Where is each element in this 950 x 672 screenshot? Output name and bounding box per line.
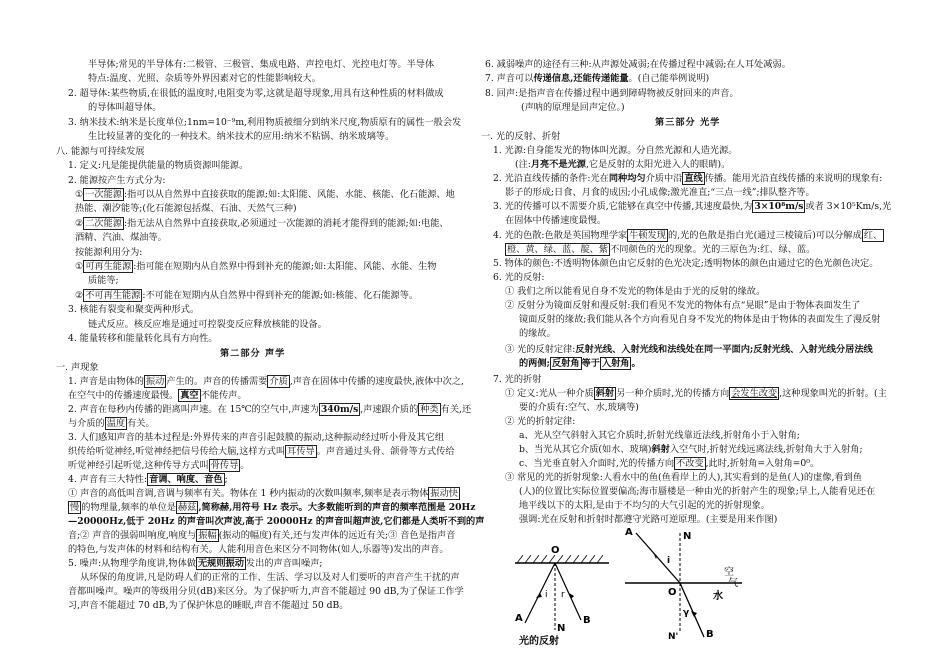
part-heading: 第二部分 声学 <box>220 348 286 359</box>
text-line: 5. 物体的颜色:不透明物体颜色由它反射的色光决定;透明物体的颜色由通过它的色光颜色决定。 <box>493 258 879 269</box>
text-line: 在固体中传播速度最慢。 <box>505 215 607 226</box>
text-line: 4. 能量转移和能量转化具有方向性。 <box>68 333 218 344</box>
section-heading: 八. 能源与可持续发展 <box>56 146 145 157</box>
refracted-arrow <box>691 611 697 617</box>
figure-caption: 光的反射 <box>519 636 559 645</box>
text-line: 的特色,与发声体的材料和结构有关。人能利用音色来区分不同物体(如人,乐器等)发出的声音。 <box>68 544 449 555</box>
text-line: 质能等; <box>88 275 119 286</box>
text-line: 2. 超导体:某些物质,在很低的温度时,电阻变为零,这就是超导现象,用具有这种性质的材料做成 <box>68 88 444 99</box>
text-line: 的缘故。 <box>519 328 556 339</box>
text-line: a、光从空气斜射入其它介质时,折射光线靠近法线,折射角小于入射角; <box>519 430 800 441</box>
label-air: 空 <box>724 567 734 578</box>
text-line: 在空气中的传播速度最慢。 真空 不能传声。 <box>68 390 247 401</box>
text-line: 热能、潮汐能等;(化石能源包括煤、石油、天然气三种) <box>75 203 297 214</box>
label-i: i <box>667 556 671 566</box>
text-line: 6. 光的反射: <box>493 272 545 283</box>
text-line: (声呐的原理是回声定位。) <box>521 102 625 113</box>
text-line: (人)的位置比实际位置要偏高;海市蜃楼是一种由光的折射产生的现象;早上,人能看见还在 <box>519 486 876 497</box>
text-line: 3. 光的传播可以不需要介质,它能够在真空中传播,其速度最快,为 3×10⁸m/s 或者 3×10⁵Km/s,光 <box>493 201 892 212</box>
text-line: 5. 噪声:从物理学角度讲,物体做 无规则振动 发出的声音叫噪声; <box>68 558 323 569</box>
label-water: 水 <box>713 591 723 602</box>
text-line: ① 定义:光从一种介质 斜射 另一种介质时,光的传播方向 会发生改变 ,这种现象叫光的折射。(主 <box>505 388 887 399</box>
text-line: 4. 光的色散:色散是英国物理学家 牛顿发现 的,光的色散是指白光(通过三棱镜后)可以分解成 红、 <box>493 230 883 241</box>
label-B: B <box>583 615 591 626</box>
section-heading: 一. 光的反射、折射 <box>481 131 561 142</box>
text-line: 地平线以下的太阳,是由于不均匀的大气引起的光的折射现象。 <box>519 500 770 511</box>
label-N: N <box>683 531 692 542</box>
text-line: 强调:光在反射和折射时都遵守光路可逆原理。(主要是用来作图) <box>519 514 778 525</box>
text-line: c、当光垂直射入介面时,光的传播方向 不改变 ,此时,折射角=入射角=0⁰。 <box>519 458 820 469</box>
label-A: A <box>625 527 633 538</box>
text-line: ② 二次能源 :指无法从自然界中直接获取,必须通过一次能源的消耗才能得到的能源;如:电能、 <box>75 218 449 229</box>
text-line: 2. 光沿直线传播的条件:光在同种均匀介质中沿 直线 传播。能用光沿直线传播的来说明的现象有: <box>493 173 883 184</box>
text-line: ① 一次能源 :指可以从自然界中直接获取的能源;如:太阳能、风能、水能、核能、化石能源、地 <box>75 189 455 200</box>
label-N-prime: N' <box>668 632 679 642</box>
text-line: 3. 纳米技术:纳米是长度单位;1nm=10⁻⁹m,利用物质被细分到纳米尺度,物质原有的属性一般会发 <box>68 117 462 128</box>
text-line: 1. 光源:自身能发光的物体叫光源。分自然光源和人造光源。 <box>493 145 738 156</box>
text-line: —20000Hz,低于 20Hz 的声音叫次声波,高于 20000Hz 的声音叫超声波,它们都是人类听不到的声 <box>68 516 485 527</box>
label-O: O <box>551 545 560 556</box>
label-i: i <box>545 590 548 600</box>
text-line: 3. 人们感知声音的基本过程是:外界传来的声音引起鼓膜的振动,这种振动经过听小骨及其它组 <box>68 432 445 443</box>
text-line: 音;② 声音的强弱叫响度,响度与 振幅 (振动的幅度)有关,还与发声体的远近有关;③ 音色是指声音 <box>68 530 456 541</box>
mirror-hatching <box>517 555 603 563</box>
text-line: 影子的形成;日食、月食的成因;小孔成像;激光准直;“三点一线”;排队整齐等。 <box>505 187 815 198</box>
text-line: ② 反射分为镜面反射和漫反射:我们看见不发光的物体有点“晃眼”是由于物体表面发生了 <box>505 300 861 311</box>
text-line: ② 光的折射定律: <box>505 416 576 427</box>
text-line: 8. 回声:是指声音在传播过程中遇到障碍物被反射回来的声音。 <box>485 88 739 99</box>
text-line: 镜面反射的缘故;我们能从各个方向看见自身不发光的物体是由于物体的表面发生了漫反射 <box>519 314 881 325</box>
label-O: O <box>668 587 677 598</box>
reflection-diagram <box>505 535 615 645</box>
text-line: 7. 声音可以传递信息,还能传递能量。(自己能举例说明) <box>485 73 710 84</box>
text-line: ② 不可再生能源 :不可能在短期内从自然界中得到补充的能源;如:核能、化石能源等。 <box>75 290 419 301</box>
label-gamma: γ <box>683 608 690 618</box>
text-line: ③ 光的反射定律:反射光线、入射光线和法线处在同一平面内;反射光线、入射光线分居法线 <box>505 344 873 355</box>
text-line: 慢 的物理量,频率的单位是 赫兹 ,简称赫,用符号 Hz 表示。大多数能听到的声音的频率范围是 20Hz <box>70 502 476 513</box>
text-line: 7. 光的折射 <box>493 374 542 385</box>
text-line: 与介质的 温度 有关。 <box>68 418 155 429</box>
text-line: 的两侧; 反射角 等于 入射角 。 <box>519 358 641 369</box>
text-line: b、当光从其它介质(如水、玻璃)斜射入空气时,折射光线远离法线,折射角大于入射角; <box>519 444 863 455</box>
text-line: ① 可再生能源 :指可能在短期内从自然界中得到补充的能源;如:太阳能、风能、水能、生物 <box>75 261 437 272</box>
text-line: 的导体叫超导体。 <box>88 102 162 113</box>
label-N: N <box>557 623 566 634</box>
text-line: 4. 声音有三大特性: 音调、响度、音色 ; <box>68 474 228 485</box>
text-line: 1. 声音是由物体的 振动 产生的。声音的传播需要 介质 ,声音在固体中传播的速度最快,液体中次之, <box>68 376 464 387</box>
text-line: 从环保的角度讲,凡是防碍人们的正常的工作、生活、学习以及对人们要听的声音产生干扰的声 <box>80 572 460 583</box>
text-line: 链式反应。核反应堆是通过可控裂变反应释放核能的设备。 <box>88 319 327 330</box>
refraction-diagram <box>620 525 750 645</box>
text-line: 习,声音不能超过 70 dB,为了保护休息的睡眠,声音不能超过 50 dB。 <box>68 600 349 611</box>
text-line: ① 声音的高低叫音调,音调与频率有关。物体在 1 秒内振动的次数叫频率,频率是表示物体 振动快 <box>68 488 458 499</box>
incident-ray <box>636 533 680 583</box>
text-line: 酒精、汽油、煤油等。 <box>75 232 167 243</box>
text-line: ① 我们之所以能看见自身不发光的物体是由于光的反射的缘故。 <box>505 286 766 297</box>
text-line: 2. 声音在每秒内传播的距离叫声速。在 15℃的空气中,声速为 340m/s ,声速跟介质的 种类 有关,还 <box>68 404 472 415</box>
text-line: 要的介质有:空气、水,玻璃等) <box>519 402 639 413</box>
text-line: 听觉神经引起听觉,这种传导方式叫 骨传导 。 <box>68 460 250 471</box>
text-line: 按能源利用分为: <box>75 247 143 258</box>
text-line: ③ 常见的光的折射现象:人看水中的鱼(鱼看岸上的人),其实看到的是鱼(人)的虚像,看到鱼 <box>505 472 862 483</box>
text-line: 特点:温度、光照、杂质等外界因素对它的性能影响较大。 <box>88 73 321 84</box>
text-line: 音都叫噪声。噪声的等级用分贝(dB)来区分。为了保护听力,声音不能超过 90 dB,为了保证工作学 <box>68 586 464 597</box>
section-heading: 一. 声现象 <box>56 362 99 373</box>
label-air-2: 气 <box>728 578 738 589</box>
text-line: 3. 核能有裂变和聚变两种形式。 <box>68 304 200 315</box>
part-heading: 第三部分 光学 <box>655 117 721 128</box>
label-B: B <box>706 629 714 640</box>
reflected-ray <box>555 563 581 620</box>
text-line: 1. 定义:凡是能提供能量的物质资源叫能源。 <box>68 160 249 171</box>
text-line: (注:月亮不是光源,它是反射的太阳光进入人的眼睛)。 <box>515 159 731 170</box>
text-line: 6. 减弱噪声的途径有三种:从声源处减弱;在传播过程中减弱;在人耳处减弱。 <box>485 59 791 70</box>
text-line: 半导体;常见的半导体有:二极管、三极管、集成电路、声控电灯、光控电灯等。半导体 <box>88 59 435 70</box>
label-r: r <box>561 590 565 600</box>
text-line: 橙、黄、绿、蓝、靛、紫 不同颜色的光的现象。光的三原色为:红、绿、蓝。 <box>507 244 816 255</box>
text-line: 2. 能源按产生方式分为: <box>68 175 166 186</box>
label-A: A <box>515 613 523 624</box>
text-line: 生比较显著的变化的一种技术。纳米技术的应用:纳米不粘锅、纳米玻璃等。 <box>88 131 395 142</box>
text-line: 织传给听觉神经,听觉神经把信号传给大脑,这样方式叫 耳传导 。声音通过头骨、颌骨等方式传给 <box>68 446 455 457</box>
incident-arrow <box>653 552 657 559</box>
